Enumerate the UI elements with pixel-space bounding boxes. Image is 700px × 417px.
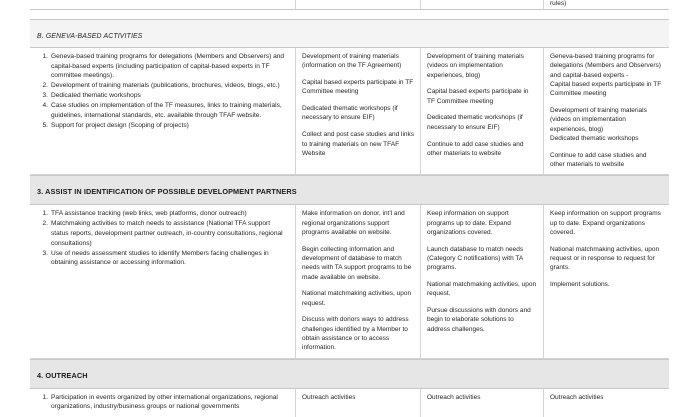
list-item: Matchmaking activities to match needs to assistance (National TFA support status reports, development partner outreach, in-country consultations, regional consultations): [51, 220, 283, 247]
cell-col3-geneva: [420, 48, 543, 174]
row-gap-spacer: [30, 10, 669, 19]
section-band-outreach: [30, 359, 669, 389]
paragraph: Dedicated thematic workshops (if necessary to ensure EIF): [427, 114, 523, 131]
paragraph: Capital based experts participate in TF Committee meeting: [550, 80, 662, 98]
list-item: Participation in events organized by other international organizations, regional organizations, industry/business groups or national governments: [51, 393, 278, 411]
paragraph: National matchmaking activities, upon request or in response to request for grants.: [550, 245, 660, 272]
activity-list-assist: [36, 209, 289, 268]
cell-col3-outreach: [420, 389, 543, 417]
section-band-assist-identification: [30, 175, 669, 205]
cell-col2-geneva: [295, 48, 420, 174]
paragraph: Dedicated thematic workshops: [550, 134, 639, 142]
section-row-geneva-based-activities: [30, 48, 669, 175]
work-plan-table: [30, 0, 669, 417]
paragraph: Capital based experts participate in TF Committee meeting: [302, 79, 414, 96]
paragraph: Outreach activities: [427, 393, 481, 401]
paragraph: Make information on donor, int'l and regional organizations support programs available on website.: [302, 210, 405, 236]
cell-activities-outreach: [30, 389, 295, 417]
clipped-cell-col3: [420, 0, 543, 9]
list-item: TFA assistance tracking (web links, web platforms, donor outreach): [51, 210, 247, 218]
paragraph: Keep information on support programs up to date. Expand organizations covered.: [427, 210, 511, 236]
cell-col3-assist: [420, 205, 543, 357]
cell-activities-geneva: [30, 48, 295, 174]
section-band-label: B. GENEVA-BASED ACTIVITIES: [37, 32, 143, 40]
paragraph: Development of training materials (videos on implementation experiences, blog): [427, 53, 524, 79]
section-band-label: 4. OUTREACH: [37, 370, 88, 380]
paragraph: Discuss with donors ways to address challenges identified by a Member to obtain assistance or to access information.: [302, 316, 409, 352]
cell-col4-geneva: [543, 48, 669, 174]
paragraph: Implement solutions.: [550, 281, 610, 289]
paragraph: National matchmaking activities, upon request.: [427, 281, 537, 298]
clipped-cell-activities: [30, 0, 295, 9]
list-item: Dedicated thematic workshops: [51, 92, 141, 100]
list-item: Case studies on implementation of the TF measures, links to training materials, guidelines, international standards, etc. available through TFAF website.: [51, 102, 282, 120]
activity-list-outreach: [36, 393, 289, 412]
paragraph: Continue to add case studies and other materials to website: [427, 140, 524, 157]
paragraph: Continue to add case studies and other materials to website: [550, 151, 647, 168]
paragraph: National matchmaking activities, upon request.: [302, 290, 412, 307]
paragraph: Begin collecting information and development of database to match needs with TA support programs to be made available on website.: [302, 245, 412, 281]
paragraph: Launch database to match needs (Category C notifications) with TA programs.: [427, 245, 524, 272]
list-item: Use of needs assessment studies to identify Members facing challenges in obtaining assistance or accessing information.: [51, 249, 269, 267]
paragraph: Outreach activities: [550, 393, 604, 401]
paragraph: Development of training materials (videos on implementation experiences, blog): [550, 106, 647, 133]
section-row-outreach: [30, 389, 669, 417]
cell-col2-assist: [295, 205, 420, 357]
section-row-assist-identification: [30, 205, 669, 358]
paragraph: Dedicated thematic workshops (if necessary to ensure EIF): [302, 105, 398, 122]
clipped-cell-col4: [543, 0, 669, 9]
activity-list-geneva: [36, 52, 289, 131]
section-band-label: 3. ASSIST IN IDENTIFICATION OF POSSIBLE DEVELOPMENT PARTNERS: [37, 187, 297, 197]
paragraph: Keep information on support programs up to date. Expand organizations covered.: [550, 210, 661, 236]
cell-col4-outreach: [543, 389, 669, 417]
list-item: Geneva-based training programs for delegations (Members and Observers) and capital-based experts (including participation of capital-based experts in TF committee meetings).: [51, 53, 285, 80]
paragraph: Development of training materials (information on the TF Agreement): [302, 53, 402, 70]
paragraph: Pursue discussions with donors and begin to elaborate solutions to address challenges.: [427, 307, 531, 333]
section-band-geneva-based-activities: [30, 19, 669, 48]
list-item: Development of training materials (publications, brochures, videos, blogs, etc.): [51, 82, 280, 90]
cell-activities-assist: [30, 205, 295, 357]
paragraph: Collect and post case studies and links to training materials on new TFAF Website: [302, 131, 415, 157]
clipped-cell-col2: [295, 0, 420, 9]
cell-col4-assist: [543, 205, 669, 357]
clipped-text-fragment: rules): [550, 0, 567, 7]
paragraph: Geneva-based training programs for delegations (Members and Observers) and capital-based experts -: [550, 53, 661, 79]
paragraph: Capital based experts participate in TF Committee meeting: [427, 88, 529, 105]
list-item: Support for project design (Scoping of projects): [51, 122, 189, 130]
paragraph: Outreach activities: [302, 393, 356, 401]
cell-col2-outreach: [295, 389, 420, 417]
clipped-previous-row: [30, 0, 669, 10]
